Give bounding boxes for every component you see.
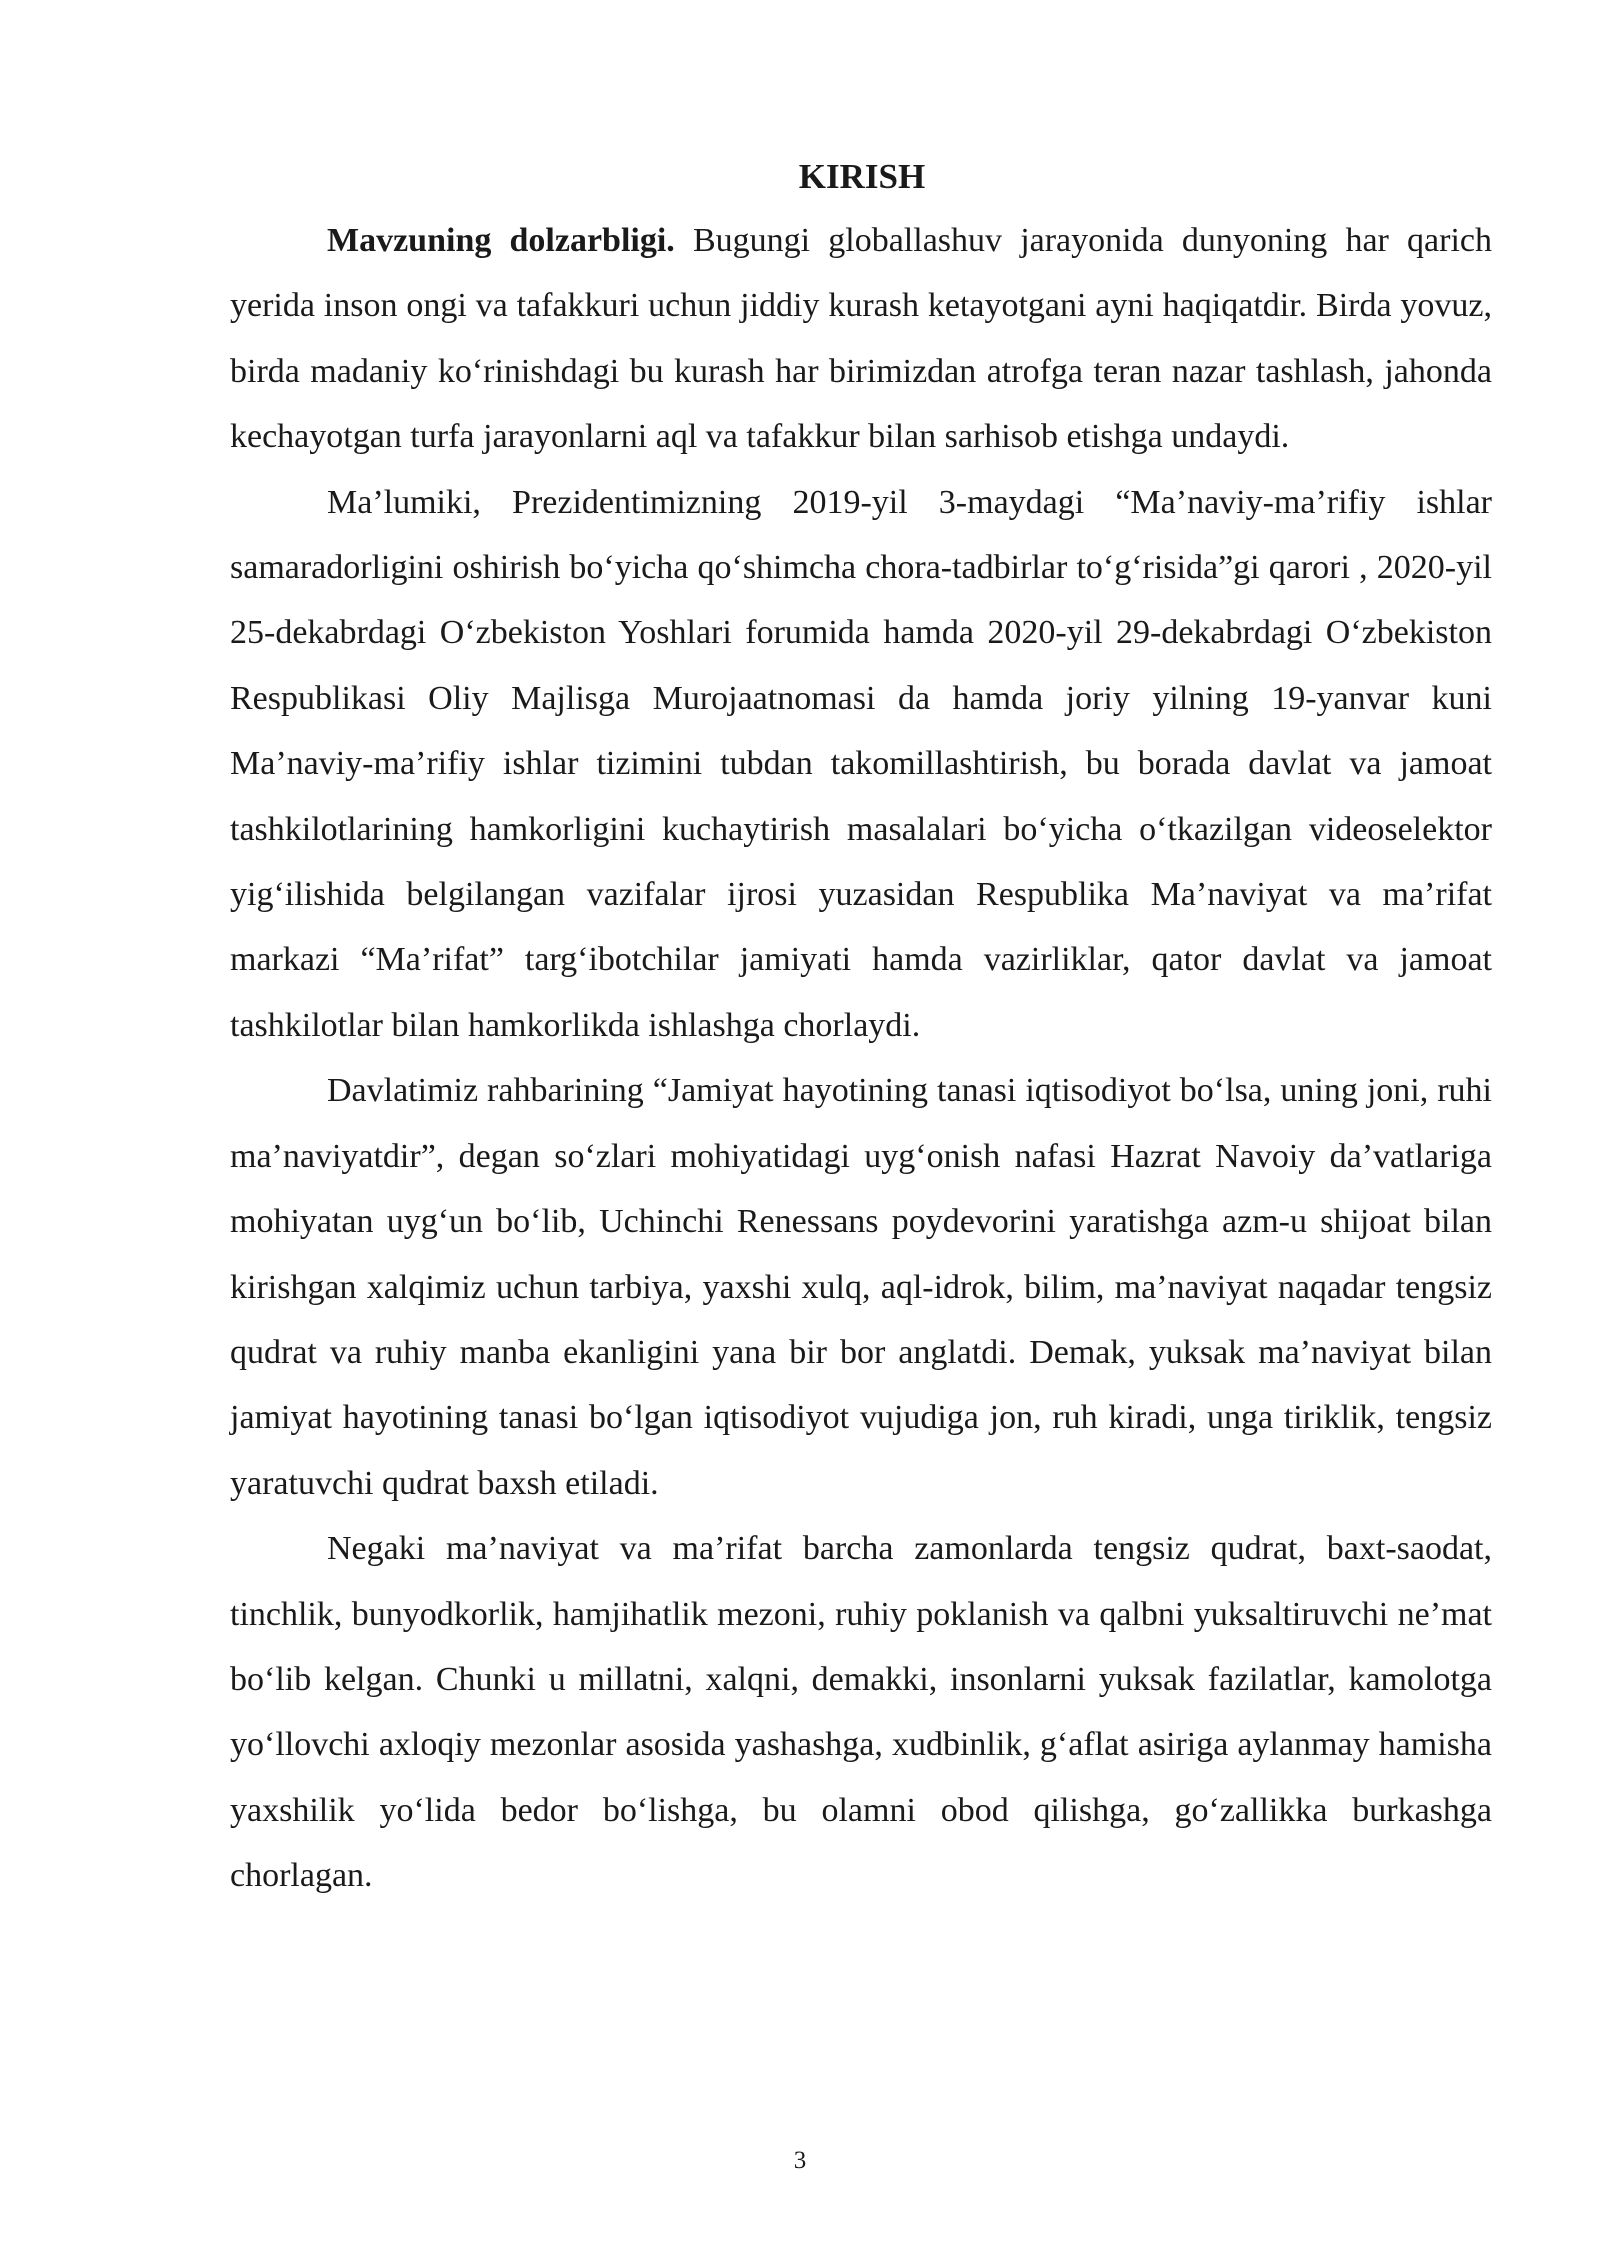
paragraph-text: Bugungi globallashuv jarayonida dunyoning har qarich yerida inson ongi va tafakkuri uchun jiddiy kurash ketayotgani ayni haqiqatdir. Birda yovuz, birda madaniy ko‘rinishdagi bu kurash har birimizdan atrofga teran nazar tashlash, jahonda kechayotgan turfa jarayonlarni aql va tafakkur bilan sarhisob etishga undaydi.: [230, 222, 1492, 456]
page-number: 3: [793, 2147, 807, 2174]
document-title: KIRISH: [798, 157, 926, 196]
paragraph-1: [230, 208, 1492, 470]
paragraph-4: [230, 1516, 1492, 1908]
document-page: [230, 148, 1492, 1909]
paragraph-2: [230, 470, 1492, 1059]
paragraph-text: Davlatimiz rahbarining “Jamiyat hayotining tanasi iqtisodiyot bo‘lsa, uning joni, ruhi ma’naviyatdir”, degan so‘zlari mohiyatidagi uyg‘onish nafasi Hazrat Navoiy da’vatlariga mohiyatan uyg‘un bo‘lib, Uchinchi Renessans poydevorini yaratishga azm-u shijoat bilan kirishgan xalqimiz uchun tarbiya, yaxshi xulq, aql-idrok, bilim, ma’naviyat naqadar tengsiz qudrat va ruhiy manba ekanligini yana bir bor anglatdi. Demak, yuksak ma’naviyat bilan jamiyat hayotining tanasi bo‘lgan iqtisodiyot vujudiga jon, ruh kiradi, unga tiriklik, tengsiz yaratuvchi qudrat baxsh etiladi.: [230, 1072, 1492, 1502]
paragraph-text: Negaki ma’naviyat va ma’rifat barcha zamonlarda tengsiz qudrat, baxt-saodat, tinchlik, bunyodkorlik, hamjihatlik mezoni, ruhiy poklanish va qalbni yuksaltiruvchi ne’mat bo‘lib kelgan. Chunki u millatni, xalqni, demakki, insonlarni yuksak fazilatlar, kamolotga yo‘llovchi axloqiy mezonlar asosida yashashga, xudbinlik, g‘aflat asiriga aylanmay hamisha yaxshilik yo‘lida bedor bo‘lishga, bu olamni obod qilishga, go‘zallikka burkashga chorlagan.: [230, 1530, 1492, 1895]
paragraph-3: [230, 1058, 1492, 1516]
paragraph-lead: Mavzuning dolzarbligi.: [327, 222, 675, 259]
paragraph-text: Ma’lumiki, Prezidentimizning 2019-yil 3-maydagi “Ma’naviy-ma’rifiy ishlar samaradorligini oshirish bo‘yicha qo‘shimcha chora-tadbirlar to‘g‘risida”gi qarori , 2020-yil 25-dekabrdagi O‘zbekiston Yoshlari forumida hamda 2020-yil 29-dekabrdagi O‘zbekiston Respublikasi Oliy Majlisga Murojaatnomasi da hamda joriy yilning 19-yanvar kuni Ma’naviy-ma’rifiy ishlar tizimini tubdan takomillashtirish, bu borada davlat va jamoat tashkilotlarining hamkorligini kuchaytirish masalalari bo‘yicha o‘tkazilgan videoselektor yig‘ilishida belgilangan vazifalar ijrosi yuzasidan Respublika Ma’naviyat va ma’rifat markazi “Ma’rifat” targ‘ibotchilar jamiyati hamda vazirliklar, qator davlat va jamoat tashkilotlar bilan hamkorlikda ishlashga chorlaydi.: [230, 483, 1492, 1044]
